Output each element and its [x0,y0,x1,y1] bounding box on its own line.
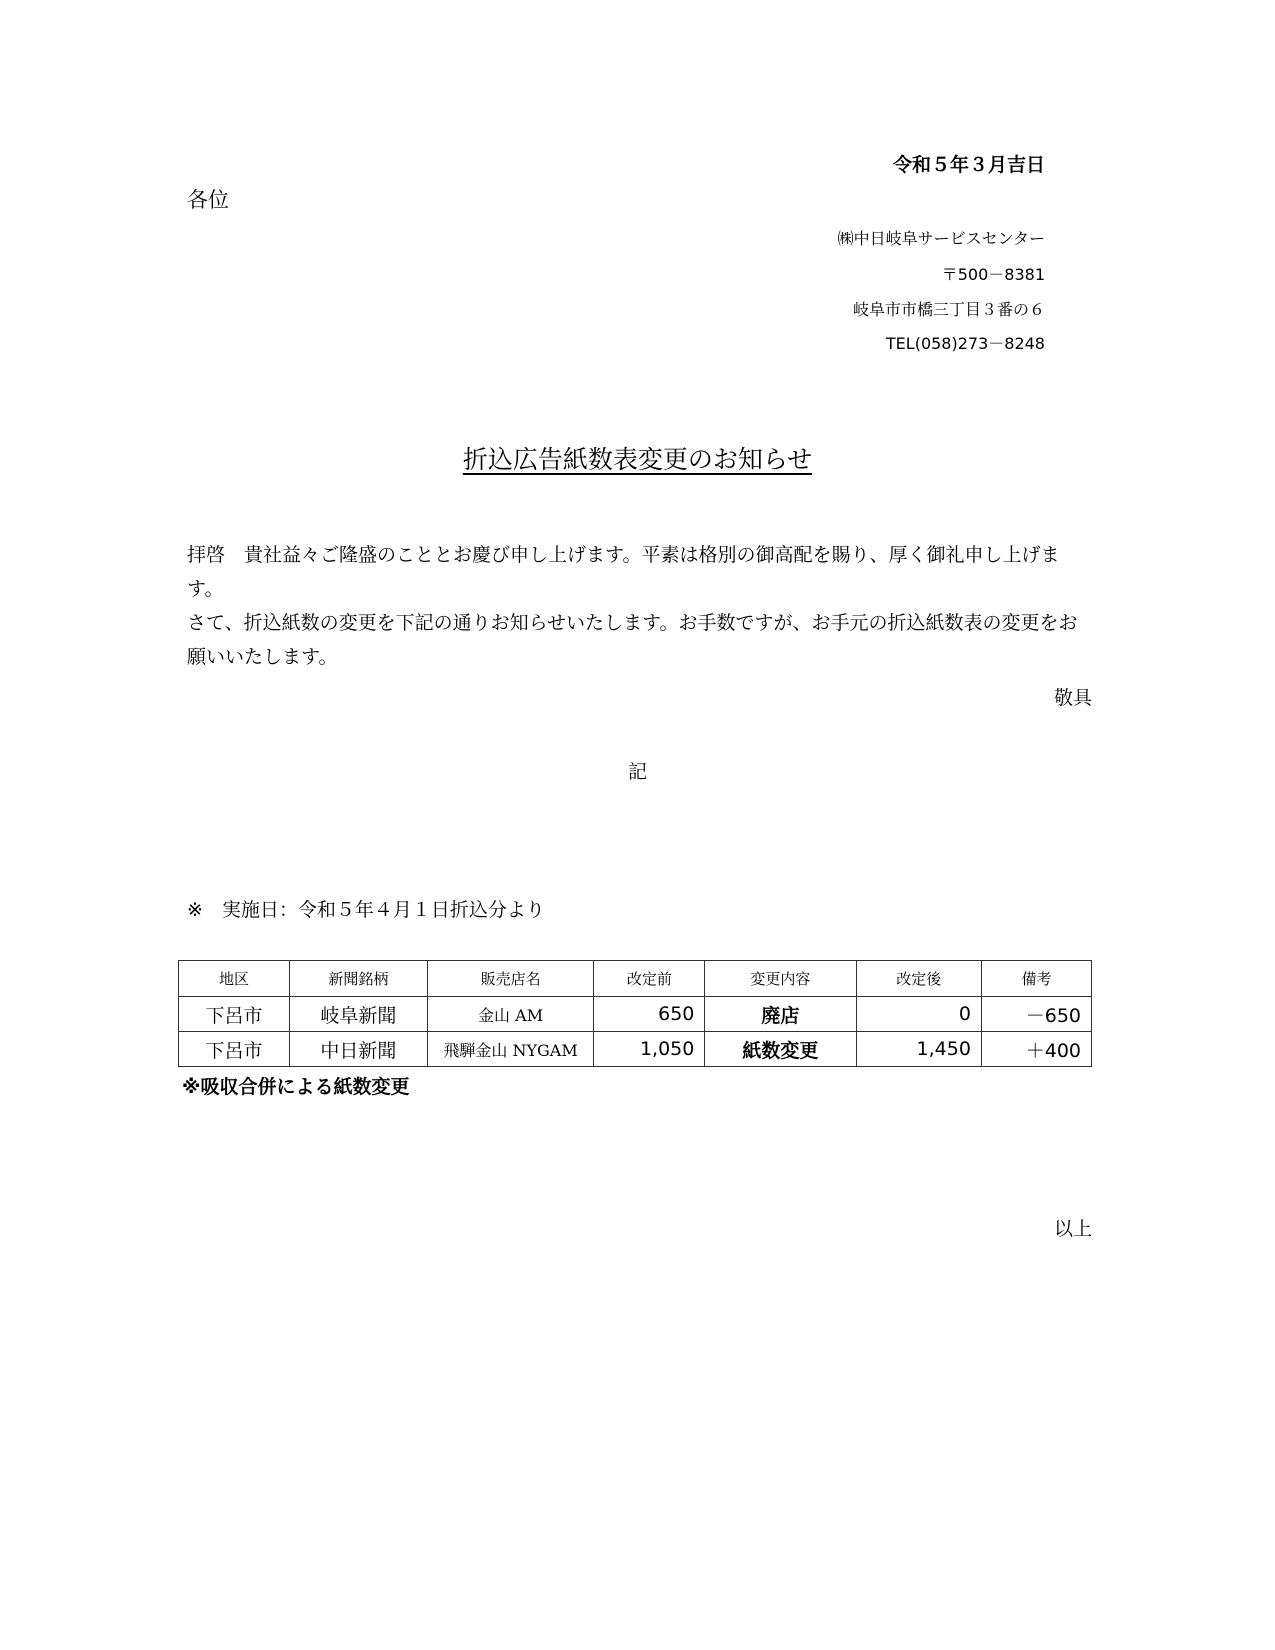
cell-after: 0 [856,997,981,1032]
header-district: 地区 [179,961,290,997]
table-row [179,997,1092,1032]
cell-shop: 金山 AM [427,997,594,1032]
header-change: 変更内容 [705,961,856,997]
cell-after: 1,450 [856,1032,981,1067]
table-header-row [179,961,1092,997]
sender-address: 岐阜市市橋三丁目３番の６ [852,300,1045,319]
cell-district: 下呂市 [179,997,290,1032]
circulation-change-table [178,960,1092,1067]
cell-remarks: －650 [981,997,1091,1032]
cell-shop: 飛騨金山 NYGAM [427,1032,594,1067]
sender-tel: TEL(058)273－8248 [885,334,1045,353]
body-paragraph-2: さて、折込紙数の変更を下記の通りお知らせいたします。お手数ですが、お手元の折込紙数表の変更をお願いいたします。 [187,612,1078,668]
cell-newspaper: 岐阜新聞 [290,997,428,1032]
header-remarks: 備考 [981,961,1091,997]
sender-company: ㈱中日岐阜サービスセンター [837,229,1045,248]
cell-before: 1,050 [594,1032,705,1067]
table-row [179,1032,1092,1067]
sender-postal: 〒500－8381 [941,265,1045,284]
header-shop: 販売店名 [427,961,594,997]
implementation-date: ※ 実施日：令和５年４月１日折込分より [187,899,545,921]
header-newspaper: 新聞銘柄 [290,961,428,997]
document-title-text: 折込広告紙数表変更のお知らせ [462,445,813,474]
cell-change: 廃店 [705,997,856,1032]
cell-remarks: ＋400 [981,1032,1091,1067]
document-title [0,440,1275,476]
ki-heading: 記 [627,761,647,783]
merger-note: ※吸収合併による紙数変更 [182,1076,410,1098]
body-text [187,538,1092,674]
header-after: 改定後 [856,961,981,997]
closing-keigu: 敬具 [1053,687,1092,709]
cell-newspaper: 中日新聞 [290,1032,428,1067]
body-paragraph-1: 拝啓 貴社益々ご隆盛のこととお慶び申し上げます。平素は格別の御高配を賜り、厚く御礼申し上げます。 [187,544,1060,600]
cell-before: 650 [594,997,705,1032]
recipient: 各位 [187,188,229,212]
closing-ijou: 以上 [1053,1218,1092,1240]
cell-change: 紙数変更 [705,1032,856,1067]
cell-district: 下呂市 [179,1032,290,1067]
document-date: 令和５年３月吉日 [892,154,1045,176]
header-before: 改定前 [594,961,705,997]
